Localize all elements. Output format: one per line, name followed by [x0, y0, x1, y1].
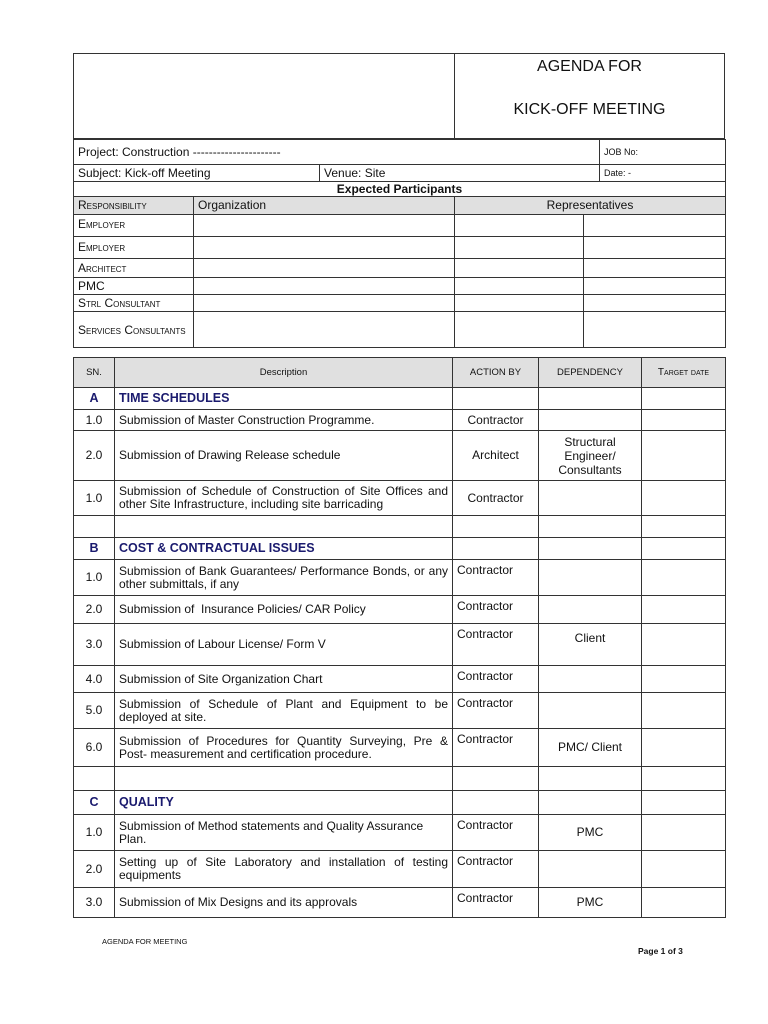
item-sn: 3.0 [74, 624, 115, 666]
item-sn: 1.0 [74, 815, 115, 851]
agenda-table [73, 357, 726, 918]
agenda-item-row [74, 481, 726, 516]
item-description: Submission of Drawing Release schedule [115, 431, 453, 481]
item-action-by: Contractor [453, 481, 539, 516]
item-action-by: Contractor [453, 666, 539, 693]
target-date-header: Target date [642, 358, 726, 388]
item-target-date [642, 851, 726, 888]
item-dependency: Structural Engineer/ Consultants [539, 431, 642, 481]
logo-area [74, 54, 455, 138]
subject-label: Subject: Kick-off Meeting [74, 165, 320, 182]
item-dependency [539, 693, 642, 729]
item-description: Submission of Insurance Policies/ CAR Policy [115, 596, 453, 624]
item-dependency [539, 851, 642, 888]
participant-role: Employer [74, 215, 194, 237]
item-description: Submission of Site Organization Chart [115, 666, 453, 693]
item-dependency [539, 410, 642, 431]
item-description: Submission of Labour License/ Form V [115, 624, 453, 666]
participants-table [73, 196, 726, 348]
agenda-item-row [74, 815, 726, 851]
participant-role: Architect [74, 259, 194, 278]
item-sn: 1.0 [74, 560, 115, 596]
item-target-date [642, 624, 726, 666]
section-title: TIME SCHEDULES [115, 388, 453, 410]
section-letter: B [74, 538, 115, 560]
agenda-item-row [74, 851, 726, 888]
item-target-date [642, 693, 726, 729]
agenda-item-row [74, 888, 726, 918]
participant-row [74, 259, 726, 278]
title-line-2: KICK-OFF MEETING [513, 101, 666, 118]
item-dependency [539, 481, 642, 516]
participant-role: Employer [74, 237, 194, 259]
participant-row [74, 278, 726, 295]
item-target-date [642, 431, 726, 481]
expected-participants-title: Expected Participants [74, 182, 726, 197]
representatives-header: Representatives [455, 197, 726, 215]
item-sn: 2.0 [74, 851, 115, 888]
item-target-date [642, 410, 726, 431]
item-action-by: Contractor [453, 624, 539, 666]
item-sn: 1.0 [74, 481, 115, 516]
title-line-1: AGENDA FOR [537, 58, 642, 75]
item-sn: 4.0 [74, 666, 115, 693]
participant-row [74, 312, 726, 348]
item-description: Submission of Mix Designs and its approvals [115, 888, 453, 918]
agenda-item-row [74, 624, 726, 666]
item-action-by: Contractor [453, 729, 539, 767]
sn-header: SN. [74, 358, 115, 388]
agenda-item-row [74, 729, 726, 767]
agenda-item-row [74, 596, 726, 624]
job-number-label: JOB No: [600, 140, 726, 165]
project-label: Project: Construction ---------------------- [74, 140, 600, 165]
item-action-by: Contractor [453, 815, 539, 851]
participant-role: Services Consultants [74, 312, 194, 348]
item-action-by: Contractor [453, 410, 539, 431]
project-info-table [73, 139, 726, 197]
item-action-by: Contractor [453, 851, 539, 888]
page-number: Page 1 of 3 [638, 946, 683, 956]
section-row [74, 538, 726, 560]
spacer-row [74, 767, 726, 791]
item-dependency [539, 596, 642, 624]
item-description: Submission of Master Construction Programme. [115, 410, 453, 431]
date-label: Date: - [600, 165, 726, 182]
description-header: Description [115, 358, 453, 388]
item-action-by: Architect [453, 431, 539, 481]
organization-header: Organization [194, 197, 455, 215]
agenda-item-row [74, 431, 726, 481]
item-dependency [539, 666, 642, 693]
item-sn: 2.0 [74, 431, 115, 481]
venue-label: Venue: Site [320, 165, 600, 182]
agenda-header-row [74, 358, 726, 388]
item-dependency [539, 560, 642, 596]
item-sn: 5.0 [74, 693, 115, 729]
participant-role: PMC [74, 278, 194, 295]
item-sn: 6.0 [74, 729, 115, 767]
item-dependency: Client [539, 624, 642, 666]
header-block [73, 53, 725, 139]
item-sn: 1.0 [74, 410, 115, 431]
item-dependency: PMC [539, 815, 642, 851]
item-target-date [642, 596, 726, 624]
responsibility-header: Responsibility [74, 197, 194, 215]
item-target-date [642, 560, 726, 596]
item-target-date [642, 815, 726, 851]
item-target-date [642, 666, 726, 693]
section-letter: A [74, 388, 115, 410]
section-title: QUALITY [115, 791, 453, 815]
section-title: COST & CONTRACTUAL ISSUES [115, 538, 453, 560]
agenda-item-row [74, 560, 726, 596]
section-row [74, 388, 726, 410]
item-sn: 3.0 [74, 888, 115, 918]
participant-row [74, 237, 726, 259]
item-description: Submission of Procedures for Quantity Surveying, Pre & Post- measurement and certification procedure. [115, 729, 453, 767]
agenda-item-row [74, 410, 726, 431]
item-description: Submission of Bank Guarantees/ Performance Bonds, or any other submittals, if any [115, 560, 453, 596]
item-action-by: Contractor [453, 693, 539, 729]
item-dependency: PMC [539, 888, 642, 918]
section-row [74, 791, 726, 815]
dependency-header: DEPENDENCY [539, 358, 642, 388]
action-by-header: ACTION BY [453, 358, 539, 388]
participants-header-row [74, 197, 726, 215]
participant-role: Strl Consultant [74, 295, 194, 312]
item-description: Submission of Method statements and Quality Assurance Plan. [115, 815, 453, 851]
item-action-by: Contractor [453, 888, 539, 918]
item-dependency: PMC/ Client [539, 729, 642, 767]
participant-row [74, 295, 726, 312]
item-description: Submission of Schedule of Construction of Site Offices and other Site Infrastructure, including site barricading [115, 481, 453, 516]
item-target-date [642, 729, 726, 767]
participant-row [74, 215, 726, 237]
agenda-item-row [74, 666, 726, 693]
section-letter: C [74, 791, 115, 815]
item-target-date [642, 481, 726, 516]
spacer-row [74, 516, 726, 538]
agenda-item-row [74, 693, 726, 729]
item-description: Submission of Schedule of Plant and Equipment to be deployed at site. [115, 693, 453, 729]
footer-left: AGENDA FOR MEETING [102, 937, 188, 946]
item-action-by: Contractor [453, 596, 539, 624]
item-sn: 2.0 [74, 596, 115, 624]
item-target-date [642, 888, 726, 918]
item-action-by: Contractor [453, 560, 539, 596]
item-description: Setting up of Site Laboratory and installation of testing equipments [115, 851, 453, 888]
